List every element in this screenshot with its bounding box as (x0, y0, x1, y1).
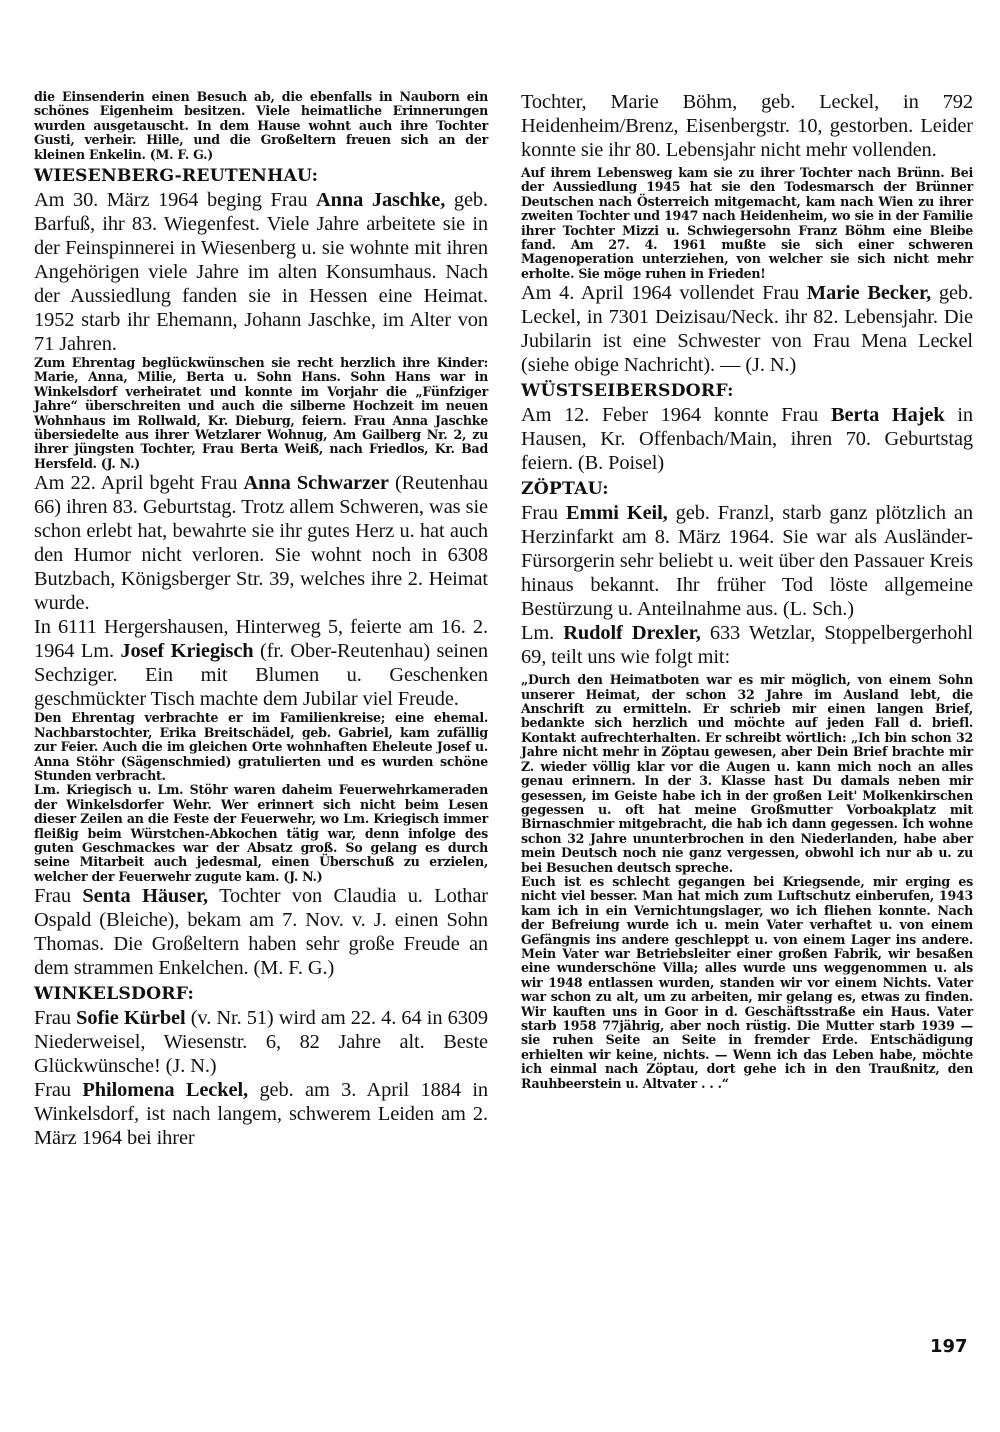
page-number: 197 (930, 1336, 968, 1357)
article-paragraph: Tochter, Marie Böhm, geb. Leckel, in 792 Heidenheim/Brenz, Eisenbergstr. 10, gestorben. Leider konnte sie ihr 80. Lebensjahr nicht mehr vollenden. (521, 91, 973, 161)
article-paragraph: Lm. Kriegisch u. Lm. Stöhr waren daheim Feuerwehrkameraden der Winkelsdorfer Wehr. Wer erinnert sich nicht beim Lesen dieser Zeilen an die Feste der Feuerwehr, wo Lm. Kriegisch immer fleißig beim Würstchen-Abkochen tätig war, denn infolge des guten Geschmackes war der Absatz groß. So gelang es durch seine Mitarbeit auch jedesmal, einen Überschuß zu erzielen, welcher der Feuerwehr zugute kam. (J. N.) (34, 782, 488, 884)
section-heading: ZÖPTAU: (521, 479, 609, 500)
article-paragraph: In 6111 Hergershausen, Hinterweg 5, feierte am 16. 2. 1964 Lm. Josef Kriegisch (fr. Ober-Reutenhau) seinen Sechziger. Ein mit Blumen u. Geschenken geschmückter Tisch machte dem Jubilar viel Freude. (34, 616, 489, 711)
article-paragraph: Am 30. März 1964 beging Frau Anna Jaschke, geb. Barfuß, ihr 83. Wiegenfest. Viele Jahre arbeitete sie in der Feinspinnerei in Wiesenberg u. sie wohnte mit ihren Angehörigen viele Jahre im alten Konsumhaus. Nach der Aussiedlung fanden sie in Hessen eine Heimat. 1952 starb ihr Ehemann, Johann Jaschke, im Alter von 71 Jahren. (34, 189, 489, 356)
article-paragraph: Frau Senta Häuser, Tochter von Claudia u. Lothar Ospald (Bleiche), bekam am 7. Nov. v. J. einen Sohn Thomas. Die Großeltern haben sehr große Freude an dem strammen Enkelchen. (M. F. G.) (34, 885, 488, 980)
article-paragraph: Den Ehrentag verbrachte er im Familienkreise; eine ehemal. Nachbarstochter, Erika Breitschädel, geb. Gabriel, kam zufällig zur Feier. Auch die im gleichen Orte wohnhaften Eheleute Josef u. Anna Stöhr (Sägenschmied) gratulierten und es wurden schöne Stunden verbracht. (34, 710, 488, 783)
article-paragraph: Euch ist es schlecht gegangen bei Kriegsende, mir erging es nicht viel besser. Man hat mich zum Luftschutz einberufen, 1943 kam ich in ein Vernichtungslager, wo ich fliehen konnte. Nach der Befreiung wurde ich u. mein Vater verhaftet u. von einem Gefängnis ins andere geschleppt u. von einem Lager ins andere. Mein Vater war Betriebsleiter einer großen Fabrik, wir besaßen eine wunderschöne Villa; alles wurde uns weggenommen u. als wir 1948 entlassen wurden, standen wir vor einem Nichts. Vater war schon zu alt, um zu arbeiten, mir gelang es, etwas zu finden. Wir kauften uns in Goor in d. Geschäftsstraße ein Haus. Vater starb 1958 77jährig, aber noch rüstig. Die Mutter starb 1939 — sie ruhen Seite an Seite in fremder Erde. Entschädigung erhielten wir keine, nichts. — Wenn ich das Leben habe, möchte ich einmal nach Zöptau, dort gehe ich in den Traußnitz, den Rauhbeerstein u. Altvater . . .“ (521, 873, 973, 1091)
right-column (521, 90, 973, 1091)
person-name: Anna Schwarzer (243, 472, 389, 495)
section-heading: WIESENBERG-REUTENHAU: (34, 166, 319, 187)
person-name: Josef Kriegisch (120, 640, 254, 663)
section-heading: WINKELSDORF: (34, 984, 195, 1005)
person-name: Marie Becker, (806, 282, 932, 305)
article-paragraph: Lm. Rudolf Drexler, 633 Wetzlar, Stoppelbergerhohl 69, teilt uns wie folgt mit: (521, 622, 973, 669)
person-name: Berta Hajek (830, 404, 945, 427)
person-name: Rudolf Drexler, (563, 622, 701, 645)
article-paragraph: Frau Sofie Kürbel (v. Nr. 51) wird am 22. 4. 64 in 6309 Niederweisel, Wiesenstr. 6, 82 Jahre alt. Beste Glückwünsche! (J. N.) (34, 1007, 488, 1078)
section-heading: WÜSTSEIBERSDORF: (521, 381, 734, 402)
article-paragraph: Zum Ehrentag beglückwünschen sie recht herzlich ihre Kinder: Marie, Anna, Milie, Berta u. Sohn Hans. Sohn Hans war in Winkelsdorf verheiratet und konnte im Vorjahr die „Fünfziger Jahre“ überschreiten und auch die silberne Hochzeit im neuen Wohnhaus im Rollwald, Kr. Dieburg, feiern. Frau Anna Jaschke übersiedelte aus ihrer Wetzlarer Wohnug, Am Gailberg Nr. 2, zu ihrer jüngsten Tochter, Frau Berta Weiß, nach Friedlos, Kr. Bad Hersfeld. (J. N.) (34, 355, 488, 471)
person-name: Emmi Keil, (565, 502, 668, 525)
article-paragraph: Am 4. April 1964 vollendet Frau Marie Becker, geb. Leckel, in 7301 Deizisau/Neck. ihr 82. Lebensjahr. Die Jubilarin ist eine Schwester von Frau Mena Leckel (siehe obige Nachricht). — (J. N.) (521, 282, 973, 377)
article-paragraph: Am 12. Feber 1964 konnte Frau Berta Hajek in Hausen, Kr. Offenbach/Main, ihren 70. Geburtstag feiern. (B. Poisel) (521, 404, 973, 475)
person-name: Anna Jaschke, (316, 189, 446, 212)
person-name: Sofie Kürbel (76, 1007, 186, 1030)
article-paragraph: Am 22. April bgeht Frau Anna Schwarzer (Reutenhau 66) ihren 83. Geburtstag. Trotz allem Schweren, was sie schon erlebt hat, bewahrte sie ihr gutes Herz u. hat auch den Humor nicht verloren. Sie wohnt noch in 6308 Butzbach, Königsberger Str. 39, welches ihre 2. Heimat wurde. (34, 472, 488, 615)
left-column (34, 90, 488, 1150)
article-paragraph: Frau Emmi Keil, geb. Franzl, starb ganz plötzlich an Herzinfarkt am 8. März 1964. Sie war als Ausländer-Fürsorgerin sehr beliebt u. weit über den Passauer Kreis hinaus bekannt. Ihr früher Tod löste allgemeine Bestürzung u. Anteilnahme aus. (L. Sch.) (521, 502, 973, 621)
article-paragraph: Frau Philomena Leckel, geb. am 3. April 1884 in Winkelsdorf, ist nach langem, schwerem Leiden am 2. März 1964 bei ihrer (34, 1079, 489, 1150)
article-paragraph: die Einsenderin einen Besuch ab, die ebenfalls in Nauborn ein schönes Eigenheim besitzen. Viele heimatliche Erinnerungen wurden ausgetauscht. In dem Hause wohnt auch ihre Tochter Gusti, verheir. Hille, und die Großeltern freuen sich an der kleinen Enkelin. (M. F. G.) (34, 89, 488, 162)
article-paragraph: Auf ihrem Lebensweg kam sie zu ihrer Tochter nach Brünn. Bei der Aussiedlung 1945 hat sie den Todesmarsch der Brünner Deutschen nach Österreich mitgemacht, kam nach Wien zu ihrer zweiten Tochter und 1947 nach Heidenheim, wo sie in der Familie ihrer Tochter Mizzi u. Schwiegersohn Franz Böhm eine Bleibe fand. Am 27. 4. 1961 mußte sie sich einer schweren Magenoperation unterziehen, von welcher sie sich nicht mehr erholte. Sie möge ruhen in Frieden! (521, 165, 973, 281)
person-name: Philomena Leckel, (82, 1079, 249, 1102)
article-paragraph: „Durch den Heimatboten war es mir möglich, von einem Sohn unserer Heimat, der schon 32 Jahre im Ausland lebt, die Anschrift zu ermitteln. Er schrieb mir einen langen Brief, bedankte sich herzlich und möchte auf jeden Fall d. briefl. Kontakt aufrechterhalten. Er schreibt wörtlich: „Ich bin schon 32 Jahre nicht mehr in Zöptau gewesen, aber Dein Brief brachte mir Z. wieder völlig klar vor die Augen u. kann mich noch an alles genau erinnern. In der 3. Klasse hast Du damals neben mir gesessen, im Geiste habe ich in der großen Leit' Molkenkirschen gegessen u. oft hat meine Großmutter Vorboakplatz mit Birnaschmier mitgebracht, die hab ich dann gegessen. Ich wohne schon 32 Jahre ununterbrochen in den Niederlanden, habe aber mein Deutsch noch nie ganz vergessen, obwohl ich nur ab u. zu bei Besuchen deutsch spreche. (521, 672, 973, 875)
person-name: Senta Häuser, (82, 885, 209, 908)
